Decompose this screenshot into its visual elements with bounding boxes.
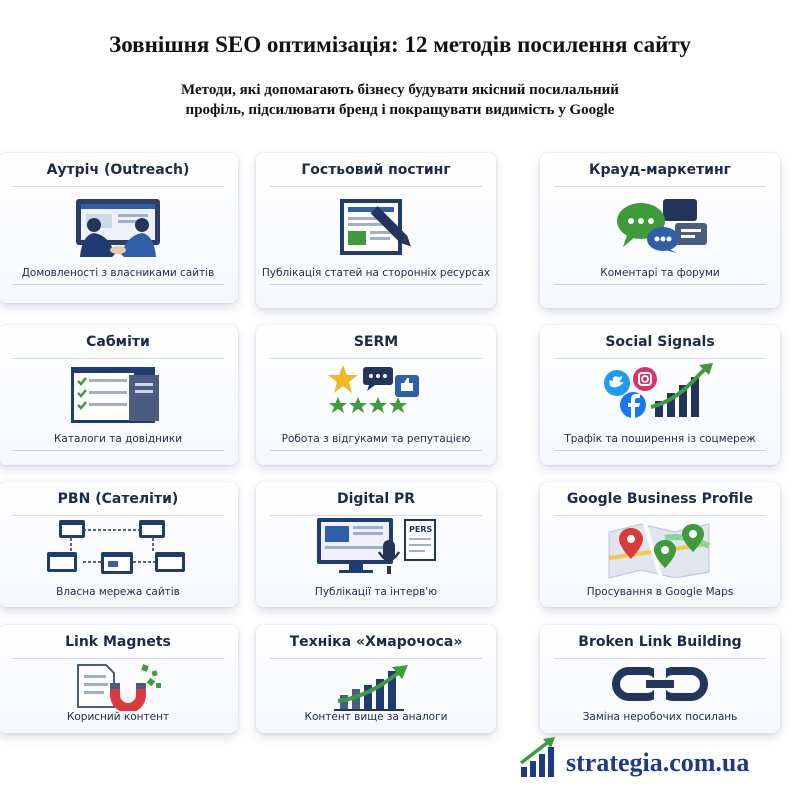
card-guest-posting bbox=[256, 153, 496, 308]
page-title: Зовнішня SEO оптимізація: 12 методів посилення сайту bbox=[109, 32, 691, 57]
card-caption: Публікації та інтерв'ю bbox=[314, 586, 438, 598]
divider bbox=[270, 186, 482, 187]
divider bbox=[554, 284, 766, 285]
divider bbox=[12, 658, 224, 659]
card-caption: Контент вище за аналоги bbox=[304, 711, 448, 723]
card-caption: Робота з відгуками та репутацією bbox=[281, 433, 471, 445]
card-title: Social Signals bbox=[605, 334, 715, 350]
card-caption: Просування в Google Maps bbox=[586, 586, 734, 598]
card-title: Крауд-маркетинг bbox=[589, 162, 731, 178]
card-google-business-profile bbox=[540, 482, 780, 607]
card-caption: Коментарі та форуми bbox=[600, 267, 720, 279]
article-pen-icon bbox=[326, 193, 426, 263]
card-caption: Трафік та поширення із соцмереж bbox=[564, 433, 756, 445]
subtitle-line-1: Методи, які допомагають бізнесу будувати якісний посилальний bbox=[181, 82, 619, 98]
divider bbox=[554, 358, 766, 359]
divider bbox=[12, 358, 224, 359]
divider bbox=[12, 515, 224, 516]
divider bbox=[270, 284, 482, 285]
card-submissions bbox=[0, 325, 238, 465]
card-caption: Домовленості з власниками сайтів bbox=[21, 267, 215, 279]
card-outreach bbox=[0, 153, 238, 303]
growth-bars-icon bbox=[328, 663, 424, 715]
chart-arrow-logo-icon bbox=[519, 737, 559, 783]
card-digital-pr bbox=[256, 482, 496, 607]
chat-bubbles-icon bbox=[605, 197, 715, 265]
brand-name[interactable]: strategia.com.ua bbox=[566, 748, 750, 777]
card-caption: Каталоги та довідники bbox=[53, 433, 183, 445]
reviews-stars-icon bbox=[321, 361, 431, 421]
map-pins-icon bbox=[605, 518, 715, 582]
divider bbox=[554, 186, 766, 187]
card-title: Техніка «Хмарочоса» bbox=[289, 634, 463, 650]
card-pbn bbox=[0, 482, 238, 607]
subtitle-line-2: профіль, підсилювати бренд і покращувати видимість у Google bbox=[185, 102, 615, 118]
broken-link-icon bbox=[610, 661, 710, 713]
press-microphone-icon bbox=[311, 516, 441, 582]
site-network-icon bbox=[43, 518, 193, 582]
magnet-icon bbox=[70, 661, 166, 715]
card-caption: Публікація статей на сторонніх ресурсах bbox=[261, 267, 491, 279]
card-title: Аутріч (Outreach) bbox=[46, 162, 190, 178]
card-title: Google Business Profile bbox=[566, 491, 754, 507]
svg-text:PERS: PERS bbox=[409, 525, 433, 534]
divider bbox=[554, 450, 766, 451]
divider bbox=[554, 515, 766, 516]
divider bbox=[12, 284, 224, 285]
card-title: Digital PR bbox=[336, 491, 416, 507]
card-caption: Заміна неробочих посилань bbox=[582, 711, 738, 723]
card-caption: Корисний контент bbox=[66, 711, 170, 723]
social-growth-icon bbox=[595, 361, 725, 425]
card-title: Link Magnets bbox=[65, 634, 171, 650]
card-title: SERM bbox=[353, 334, 399, 350]
card-broken-link-building bbox=[540, 625, 780, 733]
card-serm bbox=[256, 325, 496, 465]
divider bbox=[554, 658, 766, 659]
divider bbox=[12, 450, 224, 451]
divider bbox=[270, 658, 482, 659]
card-crowd-marketing bbox=[540, 153, 780, 308]
checklist-directory-icon bbox=[63, 363, 173, 431]
divider bbox=[270, 358, 482, 359]
card-title: Гостьовий постинг bbox=[301, 162, 451, 178]
divider bbox=[270, 450, 482, 451]
card-title: Сабміти bbox=[86, 334, 150, 350]
card-title: Broken Link Building bbox=[578, 634, 742, 650]
card-social-signals bbox=[540, 325, 780, 465]
card-link-magnets bbox=[0, 625, 238, 733]
card-title: PBN (Сателіти) bbox=[57, 491, 179, 507]
divider bbox=[12, 186, 224, 187]
handshake-icon bbox=[58, 195, 178, 265]
page-subtitle bbox=[80, 80, 720, 120]
card-skyscraper bbox=[256, 625, 496, 733]
card-caption: Власна мережа сайтів bbox=[56, 586, 180, 598]
